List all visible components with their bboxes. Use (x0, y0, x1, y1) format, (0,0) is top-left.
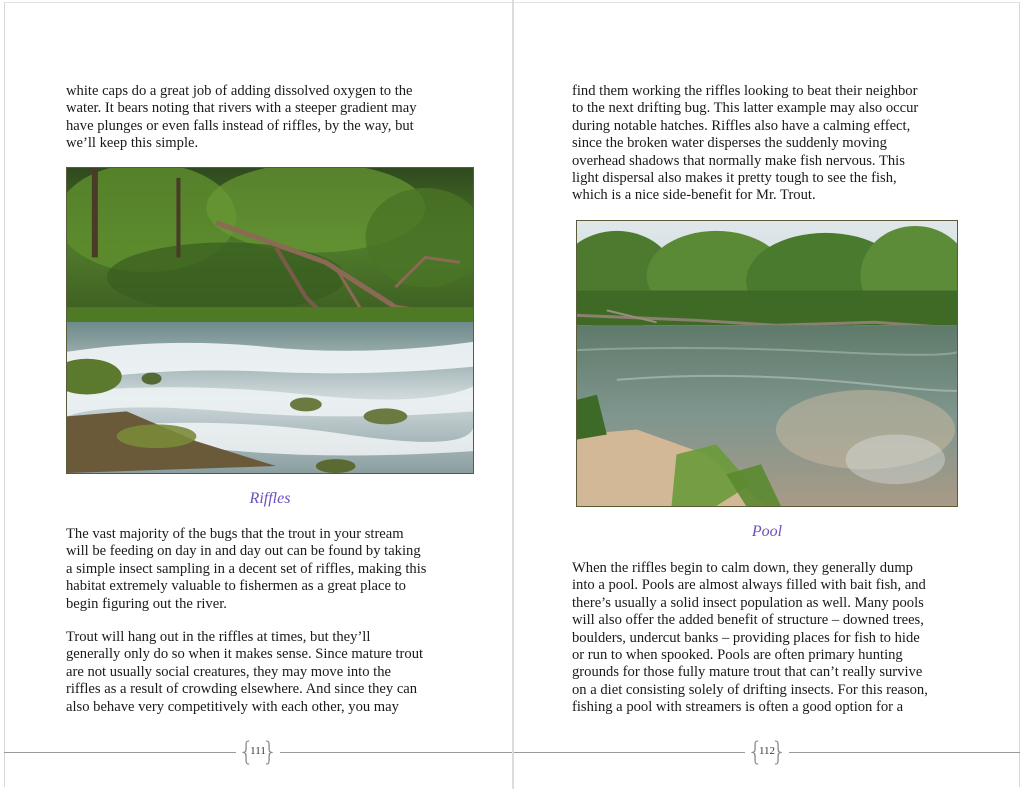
left-page-number-text: 111 (250, 745, 266, 757)
right-bracket-icon: } (261, 737, 278, 767)
riffles-caption: Riffles (249, 490, 291, 507)
riffles-photo (66, 167, 474, 474)
right-bracket-icon: } (770, 737, 787, 767)
left-paragraph-1: The vast majority of the bugs that the trout in your stream will be feeding on day in and day out can be found by taking a simple insect sampling in a decent set of riffles, making this habitat extremely valuable to fishermen as a great place to begin figuring out the river. (66, 526, 427, 612)
pool-image (577, 221, 957, 506)
right-paragraph-top: find them working the riffles looking to beat their neighbor to the next drifting bug. This latter example may also occur during notable hatches. Riffles also have a calming effect, since the broken water disperses the suddenly moving overhead shadows that normally make fish nervous. This light dispersal also makes it pretty tough to see the fish, which is a nice side-benefit for Mr. Trout. (572, 83, 919, 204)
left-paragraph-2: Trout will hang out in the riffles at times, but they’ll generally only do so when it makes sense. Since mature trout are not usually social creatures, they may move into the riffles as a result of crowding elsewhere. And since they can also behave very competitively with each other, you may (66, 629, 424, 715)
riffles-image (67, 168, 473, 473)
left-page-number (236, 737, 280, 767)
right-page (514, 2, 1020, 787)
right-paragraph-1: When the riffles begin to calm down, they generally dump into a pool. Pools are almost always filled with bait fish, and there’s usually a solid insect population as well. Many pools will also offer the added benefit of structure – downed trees, boulders, undercut banks – providing places for fish to hide or run to when spooked. Pools are often primary hunting grounds for those fully mature trout that can’t really survive on a diet consisting solely of drifting insects. For this reason, fishing a pool with streamers is often a good option for a (572, 560, 928, 716)
left-paragraph-top: white caps do a great job of adding dissolved oxygen to the water. It bears noting that rivers with a steeper gradient may have plunges or even falls instead of riffles, by the way, but we’ll keep this simple. (66, 83, 417, 152)
pool-photo (576, 220, 958, 507)
right-page-number-text: 112 (758, 745, 776, 757)
pool-caption: Pool (751, 523, 783, 540)
left-page (4, 2, 512, 787)
right-page-number (745, 737, 789, 767)
left-bracket-icon: { (747, 737, 764, 767)
left-bracket-icon: { (238, 737, 255, 767)
